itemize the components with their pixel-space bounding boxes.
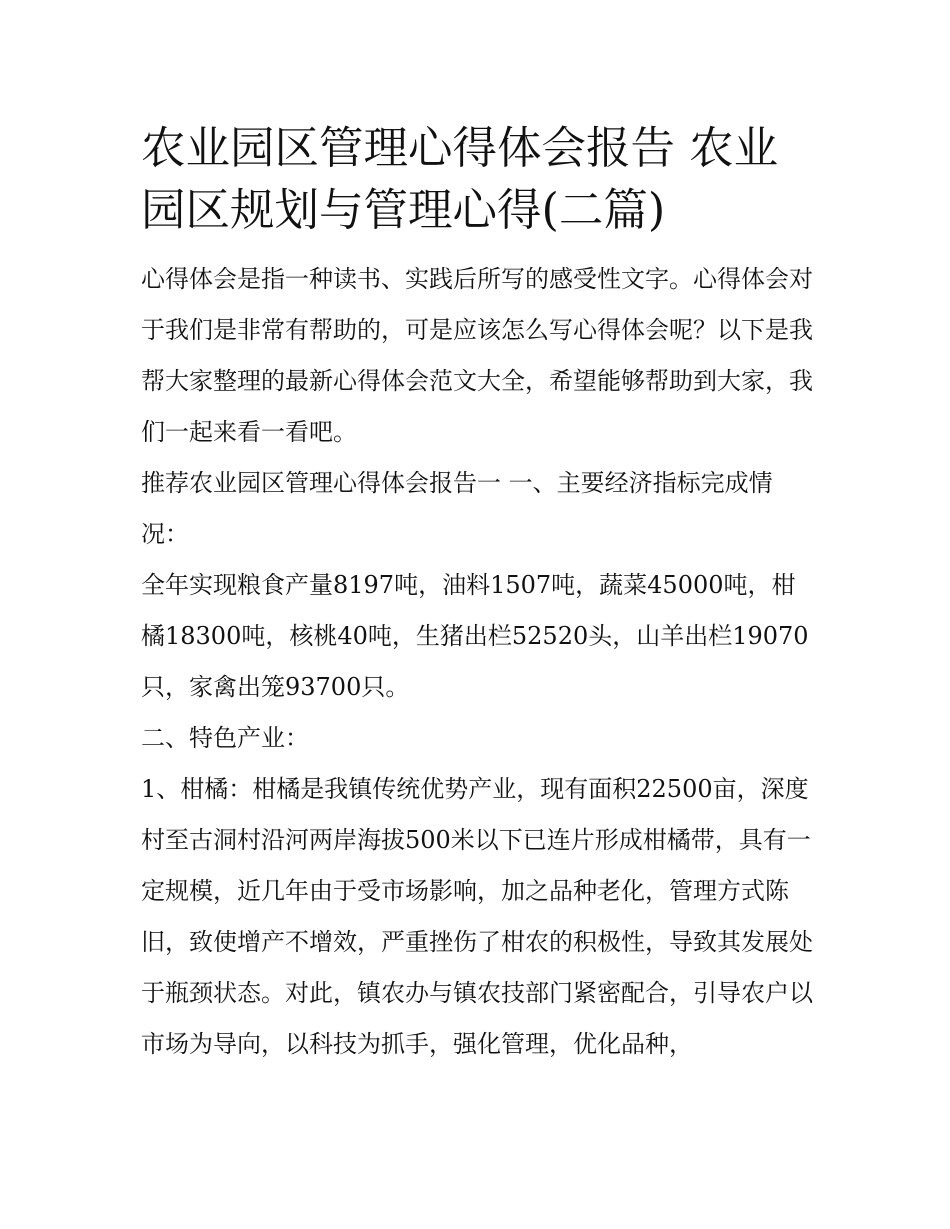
paragraph-production-figures: 全年实现粮食产量8197吨，油料1507吨，蔬菜45000吨，柑橘18300吨，核桃40吨，生猪出栏52520头，山羊出栏19070只，家禽出笼93700只。 xyxy=(141,571,809,701)
paragraph-section-heading: 二、特色产业： xyxy=(141,724,309,752)
document-title: 农业园区管理心得体会报告 农业园区规划与管理心得(二篇) xyxy=(141,123,779,236)
paragraph-report-heading: 推荐农业园区管理心得体会报告一 一、主要经济指标完成情况： xyxy=(141,469,773,548)
paragraph-citrus: 1、柑橘：柑橘是我镇传统优势产业，现有面积22500亩，深度村至古洞村沿河两岸海拔500米以下已连片形成柑橘带，具有一定规模，近几年由于受市场影响，加之品种老化，管理方式陈旧，致使增产不增效，严重挫伤了柑农的积极性，导致其发展处于瓶颈状态。对此，镇农办与镇农技部门紧密配合，引导农户以市场为导向，以科技为抓手，强化管理，优化品种， xyxy=(141,775,813,1058)
document-body xyxy=(141,118,813,1070)
paragraph-intro: 心得体会是指一种读书、实践后所写的感受性文字。心得体会对于我们是非常有帮助的，可是应该怎么写心得体会呢？以下是我帮大家整理的最新心得体会范文大全，希望能够帮助到大家，我们一起来看一看吧。 xyxy=(141,265,813,446)
